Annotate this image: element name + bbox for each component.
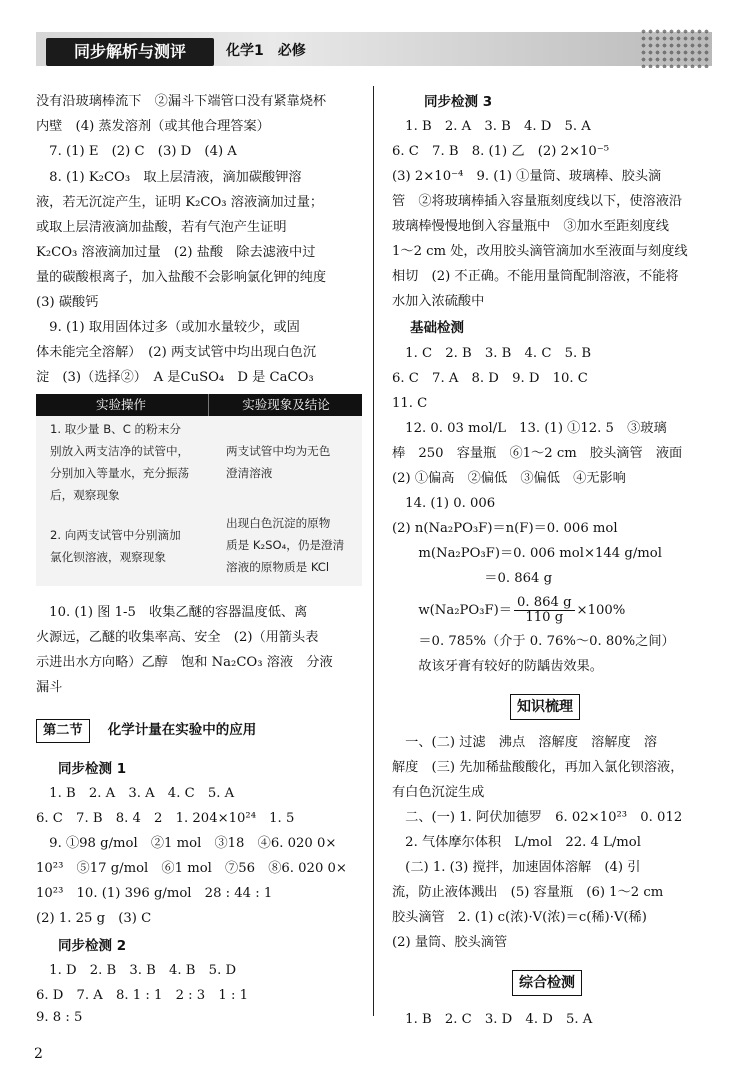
sync1-heading: 同步检测 1 [58,761,127,777]
text-line: 胶头滴管 2. (1) c(浓)·V(浓)＝c(稀)·V(稀) [392,910,647,925]
text-line: 1～2 cm 处，改用胶头滴管滴加水至液面与刻度线 [392,244,688,259]
formula-prefix: w(Na₂PO₃F)＝ [392,603,512,618]
text-line: 管 ②将玻璃棒插入容量瓶刻度线以下，使溶液沿 [392,194,683,209]
formula-fraction [514,596,575,625]
subject-label: 化学1 必修 [226,43,306,59]
column-divider [373,86,374,1016]
text-line: 7. (1) E (2) C (3) D (4) A [36,144,237,159]
table-cell: 出现白色沉淀的原物 [226,516,331,530]
text-line: (二) 1. (3) 搅拌，加速固体溶解 (4) 引 [392,860,641,875]
fraction-numerator: 0. 864 g [514,596,575,611]
column-header-result: 实验现象及结论 [208,394,363,416]
table-cell: 氯化钡溶液，观察现象 [50,550,166,564]
sync3-heading: 同步检测 3 [424,94,493,110]
text-line: 相切 (2) 不正确。不能用量筒配制溶液，不能将 [392,269,679,284]
text-line: 1. C 2. B 3. B 4. C 5. B [392,346,592,361]
text-line: 1. B 2. A 3. A 4. C 5. A [36,786,235,801]
knowledge-heading: 知识梳理 [510,694,580,720]
text-line: 11. C [392,396,428,411]
text-line: ＝0. 785%（介于 0. 76%～0. 80%之间） [392,634,675,649]
text-line: 1. B 2. C 3. D 4. D 5. A [392,1012,593,1027]
text-line: 14. (1) 0. 006 [392,496,496,511]
table-cell: 后，观察现象 [50,488,120,502]
text-line: 量的碳酸根离子，加入盐酸不会影响氯化钾的纯度 [36,270,327,285]
text-line: (3) 碳酸钙 [36,295,99,310]
table-cell: 澄清溶液 [226,466,273,480]
text-line: 12. 0. 03 mol/L 13. (1) ①12. 5 ③玻璃 [392,421,667,436]
text-line: 漏斗 [36,680,63,695]
text-line: 9. ①98 g/mol ②1 mol ③18 ④6. 020 0× [36,836,337,851]
column-header-operation: 实验操作 [95,397,146,412]
text-line: (2) n(Na₂PO₃F)＝n(F)＝0. 006 mol [392,521,618,536]
text-line: 6. C 7. B 8. 4 2 1. 204×10²⁴ 1. 5 [36,811,295,826]
text-line: 棒 250 容量瓶 ⑥1～2 cm 胶头滴管 液面 [392,446,683,461]
text-line: 内壁 (4) 蒸发溶剂（或其他合理答案） [36,119,270,134]
text-line: 9. 8 : 5 [36,1010,83,1025]
text-line: 或取上层清液滴加盐酸，若有气泡产生证明 [36,220,287,235]
text-line: (3) 2×10⁻⁴ 9. (1) ①量筒、玻璃棒、胶头滴 [392,169,662,184]
text-line: (2) ①偏高 ②偏低 ③偏低 ④无影响 [392,471,626,486]
text-line: (2) 1. 25 g (3) C [36,911,152,926]
section-heading [36,719,366,743]
text-line: K₂CO₃ 溶液滴加过量 (2) 盐酸 除去滤液中过 [36,245,316,260]
page-number: 2 [34,1046,43,1062]
experiment-table [36,394,362,586]
section-title: 化学计量在实验中的应用 [107,722,257,738]
text-line: ＝0. 864 g [392,571,553,586]
text-line: 火源远，乙醚的收集率高、安全 (2)（用箭头表 [36,630,319,645]
comprehensive-heading-box [512,970,750,996]
text-line: 10. (1) 图 1-5 收集乙醚的容器温度低、离 [36,605,308,620]
text-line: 9. (1) 取用固体过多（或加水量较少，或固 [36,320,300,335]
table-cell: 分别加入等量水，充分振荡 [50,466,190,480]
text-line: 没有沿玻璃棒流下 ②漏斗下端管口没有紧靠烧杯 [36,94,327,109]
table-cell: 别放入两支洁净的试管中， [50,444,190,458]
formula-suffix: ×100% [576,603,626,618]
text-line: 6. C 7. A 8. D 9. D 10. C [392,371,588,386]
text-line: 二、(一) 1. 阿伏加德罗 6. 02×10²³ 0. 012 [392,810,683,825]
text-line: 10²³ 10. (1) 396 g/mol 28 : 44 : 1 [36,886,273,901]
text-line: 2. 气体摩尔体积 L/mol 22. 4 L/mol [392,835,641,850]
text-line: 故该牙膏有较好的防龋齿效果。 [392,659,603,674]
text-line: 10²³ ⑤17 g/mol ⑥1 mol ⑦56 ⑧6. 020 0× [36,861,347,876]
text-line: 体未能完全溶解） (2) 两支试管中均出现白色沉 [36,345,317,360]
text-line: 玻璃棒慢慢地倒入容量瓶中 ③加水至距刻度线 [392,219,669,234]
header-dot-pattern [640,28,710,68]
text-line: 8. (1) K₂CO₃ 取上层清液，滴加碳酸钾溶 [36,170,302,185]
text-line: 解度 (三) 先加稀盐酸酸化，再加入氯化钡溶液， [392,760,684,775]
text-line: 一、(二) 过滤 沸点 溶解度 溶解度 溶 [392,735,658,750]
w-formula [392,596,714,625]
knowledge-heading-box [510,694,750,720]
text-line: (2) 量筒、胶头滴管 [392,935,508,950]
table-header [36,394,362,416]
text-line: 1. B 2. A 3. B 4. D 5. A [392,119,591,134]
basic-heading: 基础检测 [410,320,464,336]
text-line: 6. D 7. A 8. 1 : 1 2 : 3 1 : 1 [36,988,248,1003]
table-cell: 质是 K₂SO₄，仍是澄清 [226,538,345,552]
text-line: 液，若无沉淀产生，证明 K₂CO₃ 溶液滴加过量； [36,195,324,210]
fraction-denominator: 110 g [525,610,564,625]
table-cell: 1. 取少量 B、C 的粉末分 [50,422,181,436]
text-line: 有白色沉淀生成 [392,785,485,800]
book-title: 同步解析与测评 [46,38,214,66]
text-line: 水加入浓硫酸中 [392,294,485,309]
table-body [36,416,362,586]
table-cell: 溶液的原物质是 KCl [226,560,330,574]
text-line: 6. C 7. B 8. (1) 乙 (2) 2×10⁻⁵ [392,144,610,159]
text-line: 淀 (3)（选择②） A 是CuSO₄ D 是 CaCO₃ [36,370,314,385]
comprehensive-heading: 综合检测 [512,970,582,996]
text-line: 示进出水方向略）乙醇 饱和 Na₂CO₃ 溶液 分液 [36,655,333,670]
table-cell: 两支试管中均为无色 [226,444,331,458]
table-cell: 2. 向两支试管中分别滴加 [50,528,181,542]
text-line: 1. D 2. B 3. B 4. B 5. D [36,963,237,978]
page-header [36,26,712,74]
section-label: 第二节 [36,719,90,743]
text-line: 流，防止液体溅出 (5) 容量瓶 (6) 1～2 cm [392,885,664,900]
sync2-heading: 同步检测 2 [58,938,127,954]
text-line: m(Na₂PO₃F)＝0. 006 mol×144 g/mol [392,546,662,561]
